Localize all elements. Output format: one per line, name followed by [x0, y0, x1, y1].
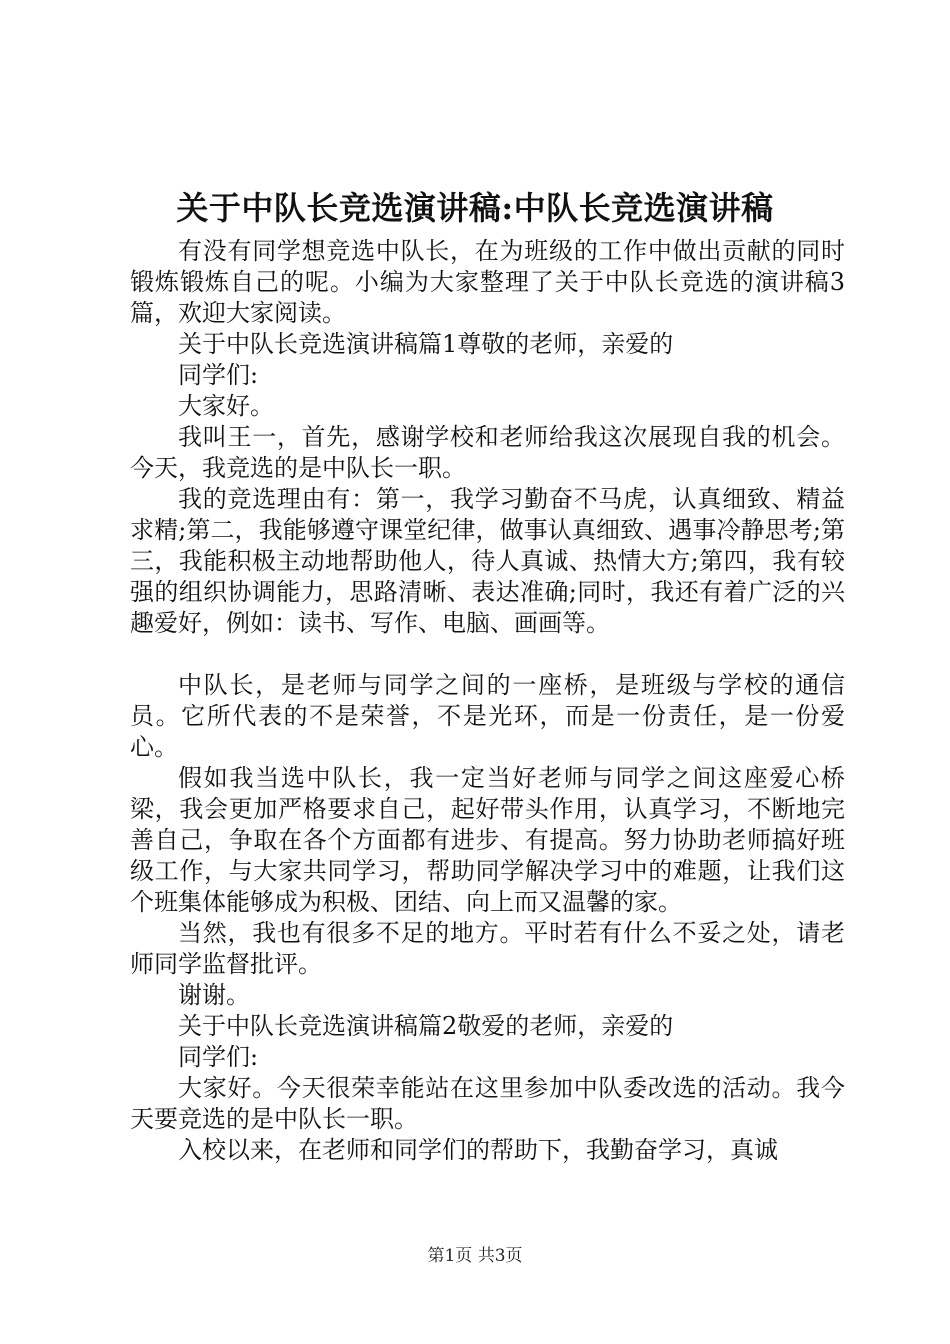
paragraph-role: 中队长，是老师与同学之间的一座桥，是班级与学校的通信员。它所代表的不是荣誉，不是光环，而是一份责任，是一份爱心。: [130, 671, 845, 761]
paragraph-reasons: 我的竞选理由有：第一，我学习勤奋不马虎，认真细致、精益求精;第二，我能够遵守课堂纪律，做事认真细致、遇事冷静思考;第三，我能积极主动地帮助他人，待人真诚、热情大方;第四，我有较强的组织协调能力，思路清晰、表达准确;同时，我还有着广泛的兴趣爱好，例如：读书、写作、电脑、画画等。: [130, 485, 845, 637]
document-title: 关于中队长竞选演讲稿:中队长竞选演讲稿: [176, 189, 774, 227]
paragraph-salutation-2: 同学们:: [178, 1043, 259, 1071]
paragraph-speech2-heading: 关于中队长竞选演讲稿篇2敬爱的老师，亲爱的: [178, 1012, 674, 1040]
paragraph-salutation: 同学们:: [178, 361, 259, 389]
paragraph-speech1-heading: 关于中队长竞选演讲稿篇1尊敬的老师，亲爱的: [178, 330, 674, 358]
paragraph-shortcomings: 当然，我也有很多不足的地方。平时若有什么不妥之处，请老师同学监督批评。: [130, 919, 845, 978]
paragraph-promise: 假如我当选中队长，我一定当好老师与同学之间这座爱心桥梁，我会更加严格要求自己，起好带头作用，认真学习，不断地完善自己，争取在各个方面都有进步、有提高。努力协助老师搞好班级工作，与大家共同学习，帮助同学解决学习中的难题，让我们这个班集体能够成为积极、团结、向上而又温馨的家。: [130, 764, 845, 916]
paragraph-intro: 有没有同学想竞选中队长，在为班级的工作中做出贡献的同时锻炼锻炼自己的呢。小编为大家整理了关于中队长竞选的演讲稿3篇，欢迎大家阅读。: [130, 237, 845, 327]
page-footer: 第1页 共3页: [427, 1246, 523, 1266]
paragraph-greeting: 大家好。: [178, 392, 274, 420]
paragraph-thanks: 谢谢。: [178, 981, 250, 1009]
paragraph-self-intro: 我叫王一，首先，感谢学校和老师给我这次展现自我的机会。今天，我竞选的是中队长一职。: [130, 423, 845, 482]
document-body: [130, 236, 845, 1166]
paragraph-since-enrollment: 入校以来，在老师和同学们的帮助下，我勤奋学习，真诚: [178, 1136, 778, 1164]
paragraph-greeting-2: 大家好。今天很荣幸能站在这里参加中队委改选的活动。我今天要竞选的是中队长一职。: [130, 1074, 845, 1133]
